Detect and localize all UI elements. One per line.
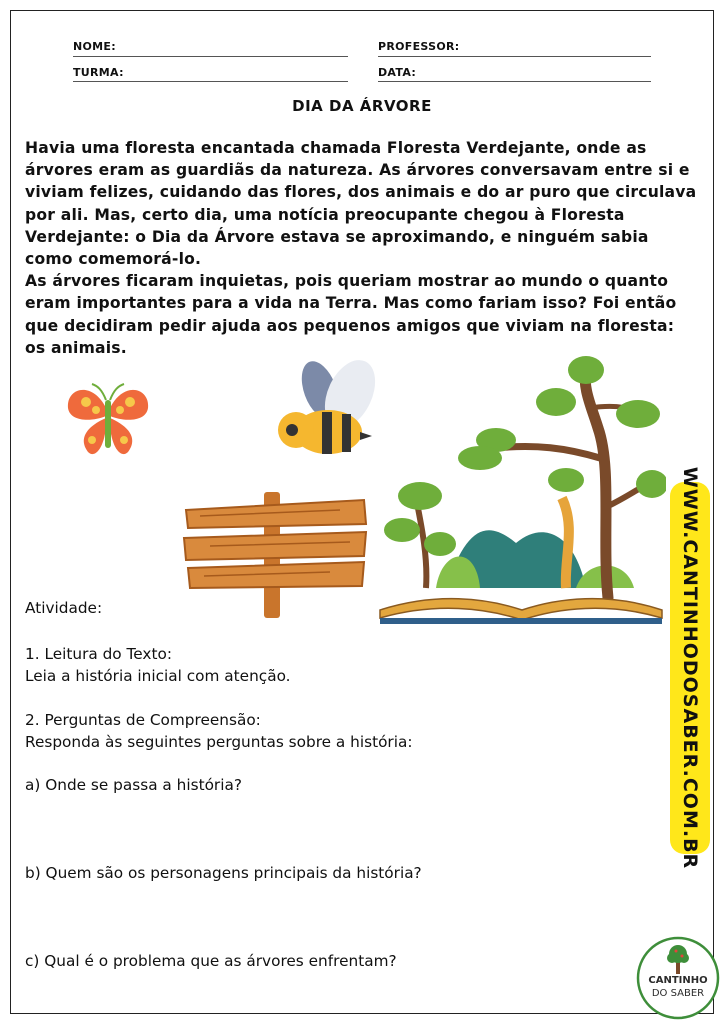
- question-b: b) Quem são os personagens principais da história?: [25, 864, 422, 882]
- tree-book-icon: [376, 348, 666, 628]
- name-line: [73, 56, 348, 57]
- question-c: c) Qual é o problema que as árvores enfrentam?: [25, 952, 397, 970]
- activity-heading: Atividade:: [25, 599, 103, 617]
- date-line: [378, 81, 651, 82]
- logo-line-1: CANTINHO: [648, 975, 708, 986]
- date-label: DATA:: [378, 66, 417, 79]
- watermark-banner: [670, 466, 710, 870]
- butterfly-icon: [62, 378, 154, 462]
- class-line: [73, 81, 348, 82]
- item1-text: Leia a história inicial com atenção.: [25, 667, 291, 685]
- name-label: NOME:: [73, 40, 116, 53]
- item2-title: 2. Perguntas de Compreensão:: [25, 711, 261, 729]
- question-a: a) Onde se passa a história?: [25, 776, 242, 794]
- logo-line-2: DO SABER: [651, 988, 705, 999]
- item2-text: Responda às seguintes perguntas sobre a história:: [25, 733, 413, 751]
- page-title: DIA DA ÁRVORE: [292, 97, 432, 115]
- class-label: TURMA:: [73, 66, 124, 79]
- story-text: [25, 137, 700, 359]
- professor-line: [378, 56, 651, 57]
- item1-title: 1. Leitura do Texto:: [25, 645, 172, 663]
- bee-icon: [272, 356, 382, 458]
- wooden-sign-icon: [180, 488, 370, 620]
- professor-label: PROFESSOR:: [378, 40, 460, 53]
- story-paragraph-2: As árvores ficaram inquietas, pois queriam mostrar ao mundo o quanto eram importantes para a vida na Terra. Mas como fariam isso? Foi então que decidiram pedir ajuda aos pequenos amigos que viviam na floresta: os animais.: [25, 272, 677, 357]
- watermark-text: WWW.CANTINHODOSABER.COM.BR: [679, 466, 701, 870]
- story-paragraph-1: Havia uma floresta encantada chamada Floresta Verdejante, onde as árvores eram as guardiãs da natureza. As árvores conversavam entre si e viviam felizes, cuidando das flores, dos animais e do ar puro que circulava por ali. Mas, certo dia, uma notícia preocupante chegou à Floresta Verdejante: o Dia da Árvore estava se aproximando, e ninguém sabia como comemorá-lo.: [25, 139, 697, 269]
